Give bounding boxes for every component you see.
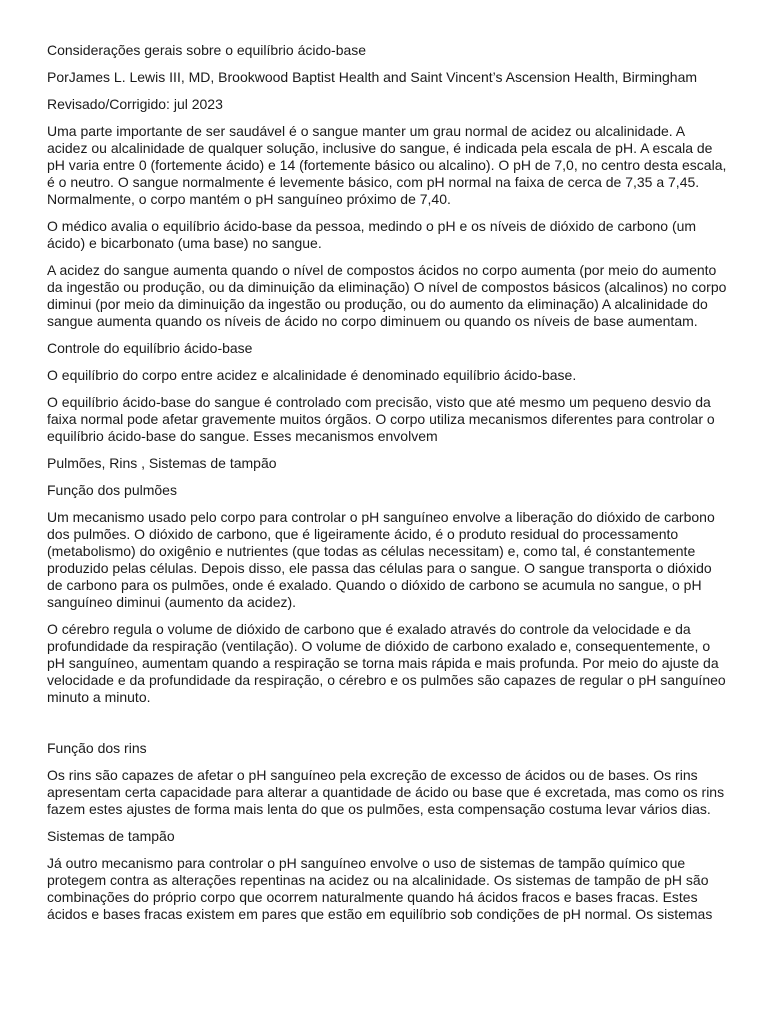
kidneys-heading: Função dos rins [47, 740, 147, 756]
author-byline: PorJames L. Lewis III, MD, Brookwood Baptist Health and Saint Vincent’s Ascension Health, Birmingham [47, 69, 698, 85]
control-heading: Controle do equilíbrio ácido-base [47, 340, 253, 356]
intro-paragraph-1: Uma parte importante de ser saudável é o sangue manter um grau normal de acidez ou alcalinidade. A acidez ou alcalinidade de qualquer solução, inclusive do sangue, é indicada pela escala de pH. A escala de pH varia entre 0 (fortemente ácido) e 14 (fortemente básico ou alcalino). O pH de 7,0, no centro desta escala, é o neutro. O sangue normalmente é levemente básico, com pH normal na faixa de cerca de 7,35 a 7,45. Normalmente, o corpo mantém o pH sanguíneo próximo de 7,40. [47, 123, 727, 207]
revision-date: Revisado/Corrigido: jul 2023 [47, 96, 223, 112]
buffer-paragraph-1: Já outro mecanismo para controlar o pH sanguíneo envolve o uso de sistemas de tampão químico que protegem contra as alterações repentinas na acidez ou na alcalinidade. Os sistemas de tampão de pH são combinações do próprio corpo que ocorrem naturalmente quando há ácidos fracos e bases fracas. Estes ácidos e bases fracas existem em pares que estão em equilíbrio sob condições de pH normal. Os sistemas [47, 855, 713, 922]
blank-spacer [47, 716, 727, 740]
control-paragraph-2: O equilíbrio ácido-base do sangue é controlado com precisão, visto que até mesmo um pequeno desvio da faixa normal pode afetar gravemente muitos órgãos. O corpo utiliza mecanismos diferentes para controlar o equilíbrio ácido-base do sangue. Esses mecanismos envolvem [47, 394, 715, 444]
lungs-paragraph-2: O cérebro regula o volume de dióxido de carbono que é exalado através do controle da velocidade e da profundidade da respiração (ventilação). O volume de dióxido de carbono exalado e, consequentemente, o pH sanguíneo, aumentam quando a respiração se torna mais rápida e mais profunda. Por meio do ajuste da velocidade e da profundidade da respiração, o cérebro e os pulmões são capazes de regular o pH sanguíneo minuto a minuto. [47, 621, 726, 705]
document-body [47, 42, 727, 933]
lungs-heading: Função dos pulmões [47, 482, 177, 498]
intro-paragraph-3: A acidez do sangue aumenta quando o nível de compostos ácidos no corpo aumenta (por meio do aumento da ingestão ou produção, ou da diminuição da eliminação) O nível de compostos básicos (alcalinos) no corpo diminui (por meio da diminuição da ingestão ou produção, ou do aumento da eliminação) A alcalinidade do sangue aumenta quando os níveis de ácido no corpo diminuem ou quando os níveis de base aumentam. [47, 262, 727, 329]
control-paragraph-1: O equilíbrio do corpo entre acidez e alcalinidade é denominado equilíbrio ácido-base. [47, 367, 577, 383]
buffer-heading: Sistemas de tampão [47, 828, 175, 844]
mechanisms-line: Pulmões, Rins , Sistemas de tampão [47, 455, 277, 471]
kidneys-paragraph-1: Os rins são capazes de afetar o pH sanguíneo pela excreção de excesso de ácidos ou de bases. Os rins apresentam certa capacidade para alterar a quantidade de ácido ou base que é excretada, mas como os rins fazem estes ajustes de forma mais lenta do que os pulmões, esta compensação costuma levar vários dias. [47, 767, 725, 817]
document-title: Considerações gerais sobre o equilíbrio ácido-base [47, 42, 367, 58]
lungs-paragraph-1: Um mecanismo usado pelo corpo para controlar o pH sanguíneo envolve a liberação do dióxido de carbono dos pulmões. O dióxido de carbono, que é ligeiramente ácido, é o produto residual do processamento (metabolismo) do oxigênio e nutrientes (que todas as células necessitam) e, como tal, é constantemente produzido pelas células. Depois disso, ele passa das células para o sangue. O sangue transporta o dióxido de carbono para os pulmões, onde é exalado. Quando o dióxido de carbono se acumula no sangue, o pH sanguíneo diminui (aumento da acidez). [47, 509, 715, 610]
intro-paragraph-2: O médico avalia o equilíbrio ácido-base da pessoa, medindo o pH e os níveis de dióxido de carbono (um ácido) e bicarbonato (uma base) no sangue. [47, 218, 697, 251]
